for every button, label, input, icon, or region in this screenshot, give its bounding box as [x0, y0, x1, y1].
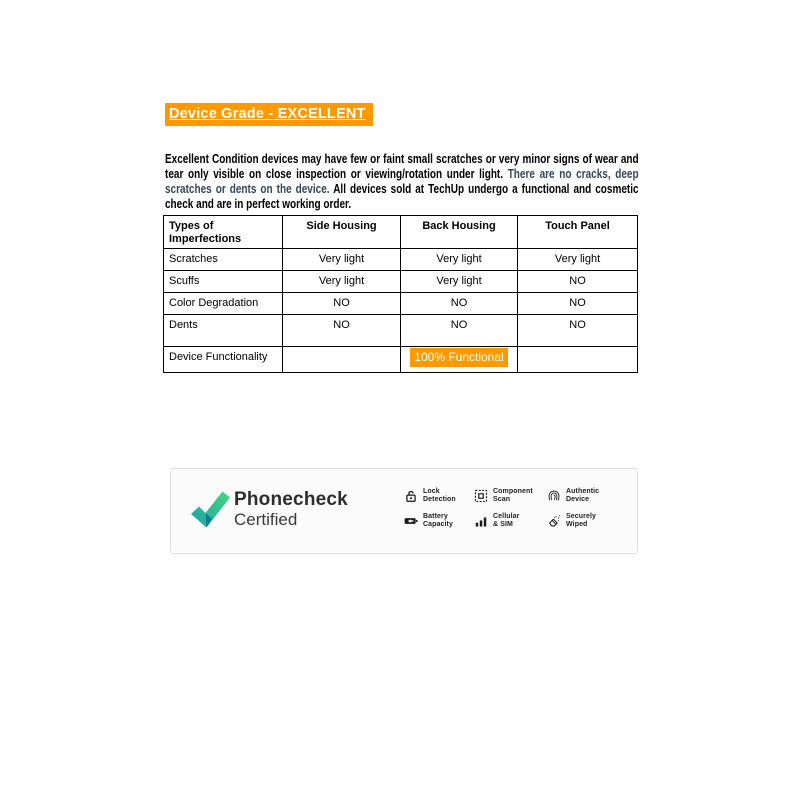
table-header-row: [164, 216, 638, 249]
table-cell: NO: [401, 315, 518, 347]
table-cell: NO: [401, 293, 518, 315]
table-row-scuffs: [164, 271, 638, 293]
phonecheck-check-logo-icon: [184, 484, 234, 534]
certification-panel: [170, 468, 638, 554]
table-cell: Very light: [401, 249, 518, 271]
table-cell-highlighted: [401, 347, 518, 373]
brand-name: Phonecheck: [234, 489, 348, 510]
table-cell: NO: [518, 293, 638, 315]
table-cell: NO: [518, 315, 638, 347]
feature-component-scan: [474, 488, 547, 504]
battery-icon: [404, 514, 418, 528]
table-cell: Very light: [401, 271, 518, 293]
table-cell: [518, 347, 638, 373]
feature-label: Cellular & SIM: [493, 513, 520, 528]
brand-subtitle: Certified: [234, 510, 298, 529]
imperfections-table: [163, 215, 638, 373]
col-header-side-housing: Side Housing: [283, 216, 401, 249]
brand-block: [234, 490, 348, 530]
feature-label: Authentic Device: [566, 488, 600, 503]
row-label: Color Degradation: [164, 293, 283, 315]
wipe-icon: [547, 514, 561, 528]
functional-status-badge: 100% Functional: [410, 348, 507, 367]
intro-part-3: All devices sold at TechUp undergo a functional and cosmetic check and are in perfect working order.: [165, 181, 639, 212]
table-cell: Very light: [283, 249, 401, 271]
feature-cellular-sim: [474, 513, 547, 529]
feature-label: Battery Capacity: [423, 513, 453, 528]
col-header-back-housing: Back Housing: [401, 216, 518, 249]
component-scan-icon: [474, 489, 488, 503]
row-label: Scuffs: [164, 271, 283, 293]
feature-securely-wiped: [547, 513, 627, 529]
feature-label: Lock Detection: [423, 488, 456, 503]
page-title: Device Grade - EXCELLENT: [165, 103, 373, 126]
col-header-touch-panel: Touch Panel: [518, 216, 638, 249]
table-cell: Very light: [283, 271, 401, 293]
row-label: Scratches: [164, 249, 283, 271]
fingerprint-icon: [547, 489, 561, 503]
feature-battery-capacity: [404, 513, 474, 529]
row-label: Dents: [164, 315, 283, 347]
feature-label: Component Scan: [493, 488, 533, 503]
table-cell: NO: [283, 315, 401, 347]
signal-bars-icon: [474, 514, 488, 528]
table-row-color-degradation: [164, 293, 638, 315]
table-cell: NO: [283, 293, 401, 315]
certification-features: [404, 488, 627, 529]
col-header-types: Types of Imperfections: [164, 216, 283, 249]
table-row-device-functionality: [164, 347, 638, 373]
table-cell: Very light: [518, 249, 638, 271]
feature-lock-detection: [404, 488, 474, 504]
table-row-dents: [164, 315, 638, 347]
feature-label: Securely Wiped: [566, 513, 596, 528]
table-row-scratches: [164, 249, 638, 271]
lock-icon: [404, 489, 418, 503]
intro-part-1: Excellent Condition devices may have few or faint small scratches or very minor signs of wear and tear only visible on close inspection or viewing/rotation under light.: [165, 151, 639, 181]
feature-authentic-device: [547, 488, 627, 504]
intro-paragraph: [165, 152, 639, 213]
row-label: Device Functionality: [164, 347, 283, 373]
table-cell: NO: [518, 271, 638, 293]
table-cell: [283, 347, 401, 373]
intro-part-2: There are no cracks, deep scratches or dents on the device.: [165, 166, 639, 196]
